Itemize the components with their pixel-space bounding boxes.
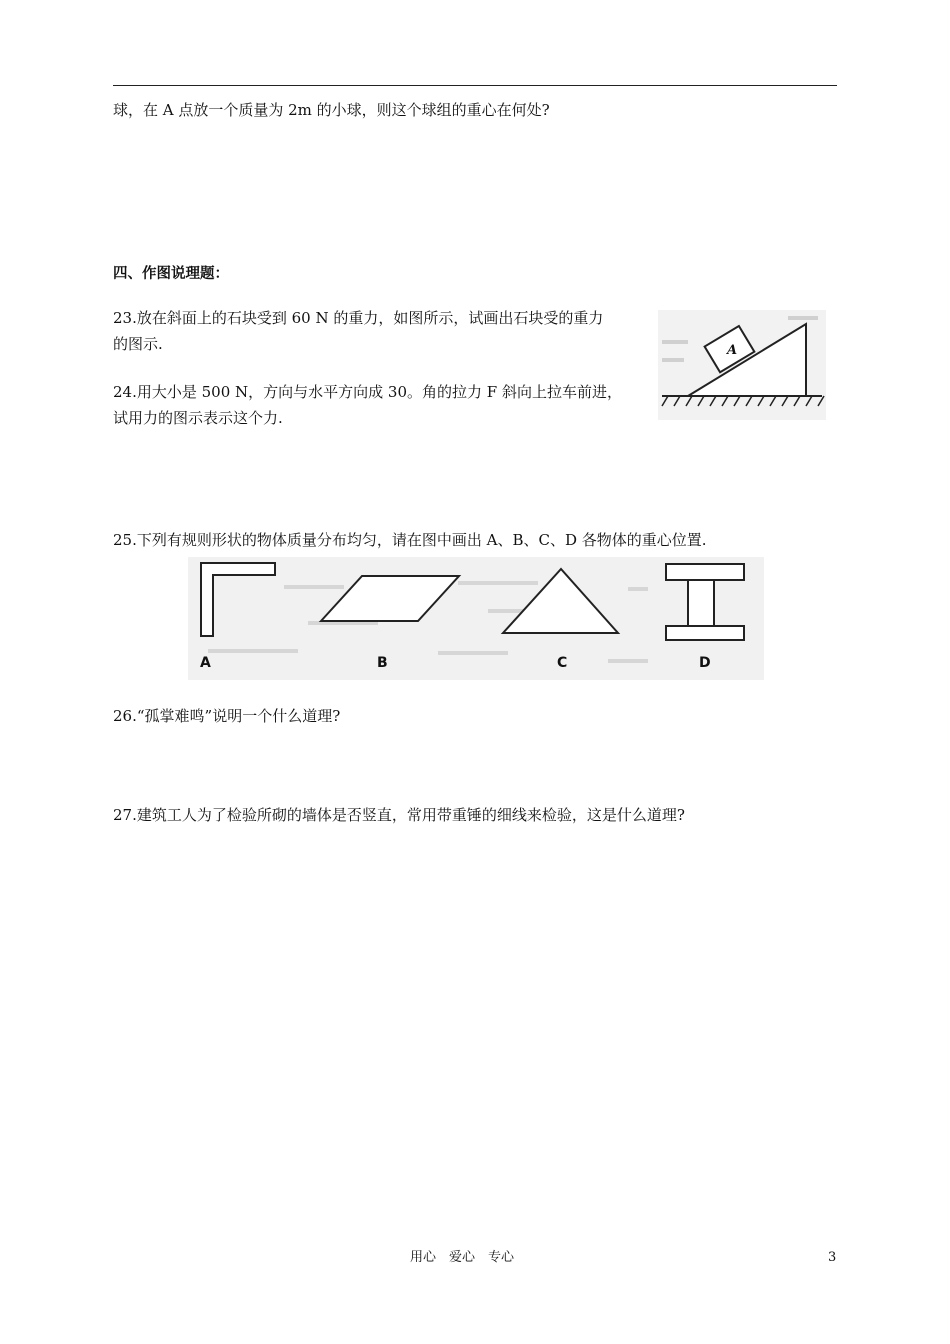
question-23-line-2: 的图示. — [113, 335, 163, 353]
question-26: 26.“孤掌难鸣”说明一个什么道理? — [113, 707, 341, 725]
shape-d-top-flange — [666, 564, 744, 580]
shape-d-web — [688, 580, 714, 626]
shape-label-b: B — [377, 655, 388, 671]
shape-label-a: A — [200, 655, 211, 671]
page-number: 3 — [828, 1250, 837, 1265]
section-heading: 四、作图说理题： — [113, 266, 229, 282]
question-22-continuation: 球，在 A 点放一个质量为 2m 的小球，则这个球组的重心在何处? — [113, 101, 550, 119]
shape-label-c: C — [557, 655, 568, 671]
incline-figure — [658, 310, 826, 420]
shape-d-bottom-flange — [666, 626, 744, 640]
shape-label-d: D — [699, 655, 711, 671]
question-23-line-1: 23.放在斜面上的石块受到 60 N 的重力，如图所示，试画出石块受的重力 — [113, 309, 604, 327]
footer-motto: 用心 爱心 专心 — [410, 1250, 515, 1265]
header-rule — [113, 85, 837, 86]
block-label: A — [727, 343, 738, 358]
question-27: 27.建筑工人为了检验所砌的墙体是否竖直，常用带重锤的细线来检验，这是什么道理? — [113, 806, 685, 824]
question-24-line-1: 24.用大小是 500 N，方向与水平方向成 30。角的拉力 F 斜向上拉车前进， — [113, 383, 622, 401]
question-25: 25.下列有规则形状的物体质量分布均匀，请在图中画出 A、B、C、D 各物体的重心位置. — [113, 531, 707, 549]
question-24-line-2: 试用力的图示表示这个力. — [113, 409, 283, 427]
shapes-figure — [188, 557, 764, 680]
